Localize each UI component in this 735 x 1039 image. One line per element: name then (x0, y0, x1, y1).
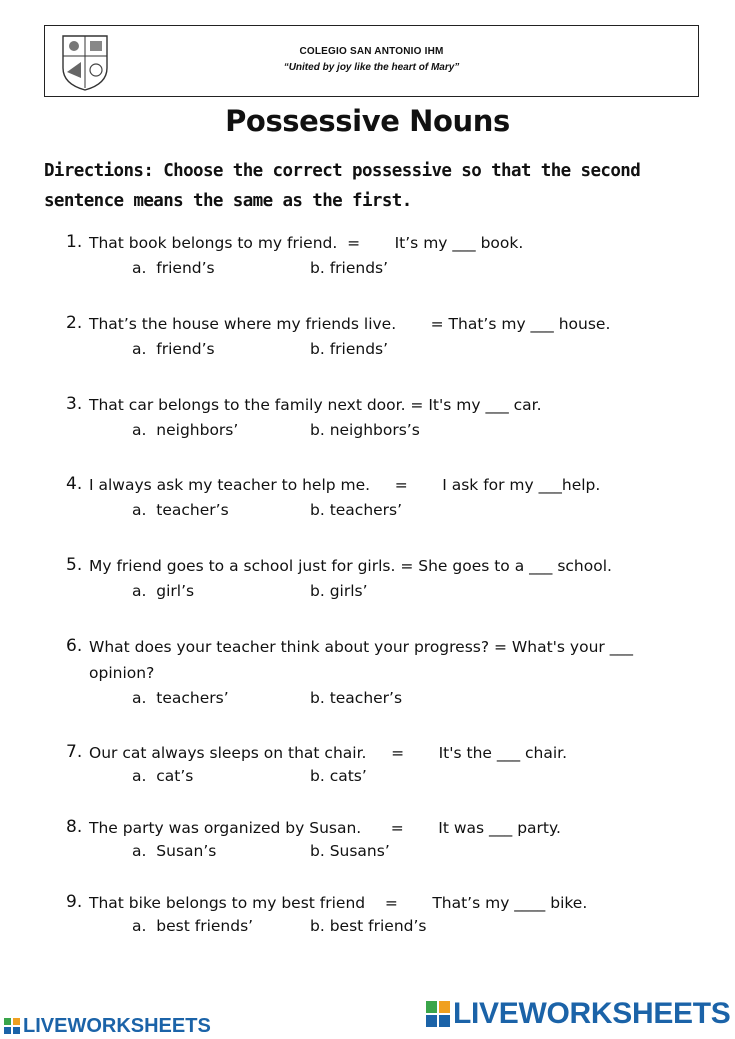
school-motto: “United by joy like the heart of Mary” (283, 62, 460, 73)
option-b[interactable]: b. friends’ (310, 259, 389, 277)
directions-text: Directions: Choose the correct possessive so that the second sentence means the same as the first. (44, 161, 641, 211)
question-number: 7. (66, 742, 83, 762)
liveworksheets-logo-icon (426, 1001, 450, 1027)
question-number: 2. (66, 313, 83, 333)
question-number: 5. (66, 555, 83, 575)
question-number: 8. (66, 817, 83, 837)
question-text: That car belongs to the family next door. = It's my ___ car. (89, 396, 542, 414)
option-b[interactable]: b. friends’ (310, 340, 389, 358)
question-text: Our cat always sleeps on that chair. = It's the ___ chair. (89, 744, 568, 762)
watermark-text: LIVEWORKSHEETS (453, 997, 731, 1030)
question-text: The party was organized by Susan. = It was ___ party. (89, 819, 561, 837)
option-b[interactable]: b. girls’ (310, 582, 368, 600)
liveworksheets-watermark-large (426, 996, 731, 1032)
question-number: 4. (66, 474, 83, 494)
question-number: 9. (66, 892, 83, 912)
question-text: My friend goes to a school just for girls. = She goes to a ___ school. (89, 557, 612, 575)
question-number: 1. (66, 232, 83, 252)
question-text: I always ask my teacher to help me. = I ask for my ___help. (89, 476, 601, 494)
school-header (44, 25, 699, 97)
option-b[interactable]: b. teacher’s (310, 689, 403, 707)
liveworksheets-logo-icon (4, 1018, 20, 1034)
option-a[interactable]: a. friend’s (132, 340, 215, 358)
question-text: That bike belongs to my best friend = That’s my ____ bike. (89, 894, 588, 912)
option-a[interactable]: a. teacher’s (132, 501, 229, 519)
option-b[interactable]: b. teachers’ (310, 501, 403, 519)
option-a[interactable]: a. best friends’ (132, 917, 254, 935)
option-b[interactable]: b. neighbors’s (310, 421, 420, 439)
liveworksheets-watermark-small (4, 1014, 211, 1038)
option-a[interactable]: a. cat’s (132, 767, 194, 785)
option-a[interactable]: a. Susan’s (132, 842, 217, 860)
option-b[interactable]: b. Susans’ (310, 842, 390, 860)
question-number: 6. (66, 636, 83, 656)
option-a[interactable]: a. girl’s (132, 582, 195, 600)
option-a[interactable]: a. teachers’ (132, 689, 229, 707)
question-text-continuation: opinion? (89, 664, 155, 682)
watermark-text: LIVEWORKSHEETS (23, 1014, 211, 1037)
question-text: That’s the house where my friends live. = That’s my ___ house. (89, 315, 611, 333)
question-text: That book belongs to my friend. = It’s my ___ book. (89, 234, 524, 252)
option-a[interactable]: a. friend’s (132, 259, 215, 277)
option-a[interactable]: a. neighbors’ (132, 421, 239, 439)
option-b[interactable]: b. best friend’s (310, 917, 427, 935)
school-name: COLEGIO SAN ANTONIO IHM (299, 46, 444, 57)
page-title: Possessive Nouns (225, 104, 510, 138)
question-text: What does your teacher think about your progress? = What's your ___ (89, 638, 633, 656)
question-number: 3. (66, 394, 83, 414)
option-b[interactable]: b. cats’ (310, 767, 367, 785)
